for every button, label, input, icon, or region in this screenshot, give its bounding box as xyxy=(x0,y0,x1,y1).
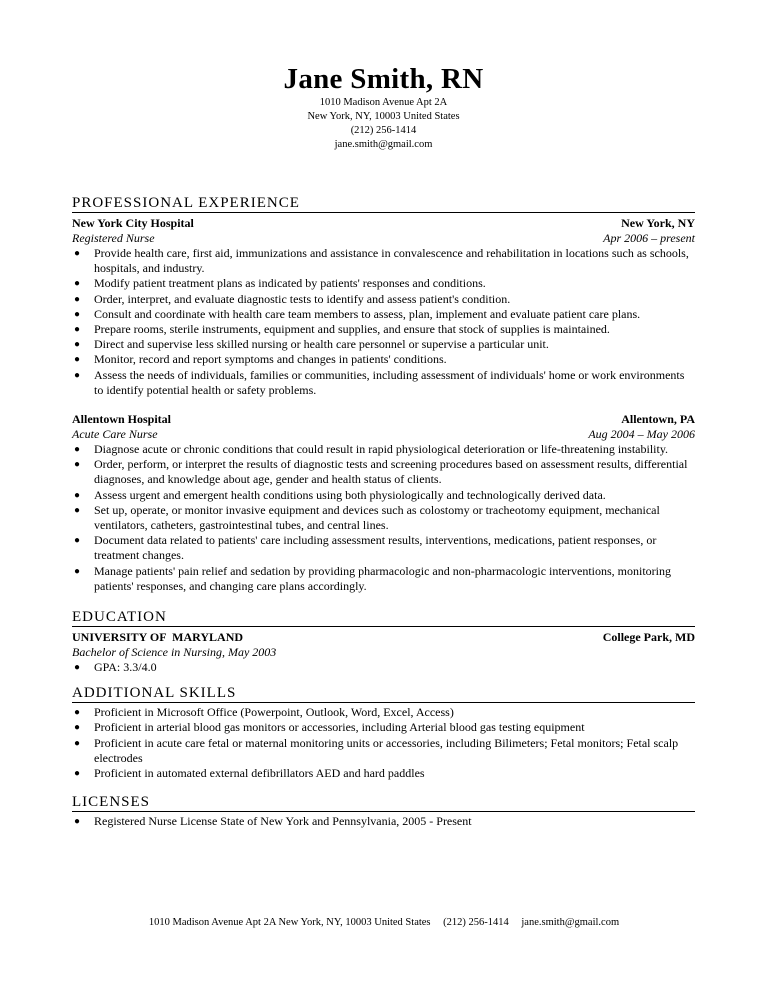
bullet-icon: ● xyxy=(74,293,81,305)
list-item: ● Order, interpret, and evaluate diagnostic tests to identify and assess patient's condition. xyxy=(74,291,511,306)
job-role-row xyxy=(72,231,695,246)
skills-section xyxy=(72,684,695,781)
degree-row xyxy=(72,645,695,660)
footer-email: jane.smith@gmail.com xyxy=(521,917,620,928)
job-dates: Aug 2004 – May 2006 xyxy=(588,427,695,442)
bullet-icon: ● xyxy=(74,504,81,516)
bullet-icon: ● xyxy=(74,339,81,351)
list-item: ● Prepare rooms, sterile instruments, equipment and supplies, and ensure that stock of supplies is maintained. xyxy=(74,322,610,337)
footer-phone: (212) 256-1414 xyxy=(443,917,509,928)
resume-page xyxy=(72,0,695,829)
bullet-icon: ● xyxy=(74,248,81,259)
bullet-icon: ● xyxy=(74,565,81,577)
list-item: ● Manage patients' pain relief and sedation by providing pharmacologic and non-pharmacologic interventions, monitoring patients' responses, and changing care plans accordingly. xyxy=(74,563,672,593)
bullet-icon: ● xyxy=(74,444,81,456)
bullet-icon: ● xyxy=(74,768,81,780)
list-item: ● Assess the needs of individuals, families or communities, including assessment of individuals' home or work environments to identify potential health or safety problems. xyxy=(74,367,685,397)
list-item: ● Assess urgent and emergent health conditions using both physiologically and technologically derived data. xyxy=(74,487,606,502)
bullet-icon: ● xyxy=(74,737,81,749)
employer-name: Allentown Hospital xyxy=(72,412,172,427)
list-item: ● Document data related to patients' care including assessment results, interventions, medications, patient responses, or treatment changes. xyxy=(74,533,657,563)
education-section xyxy=(72,608,695,675)
job-location: Allentown, PA xyxy=(621,412,695,427)
bullet-icon: ● xyxy=(74,535,81,547)
experience-section xyxy=(72,194,695,594)
employer-name: New York City Hospital xyxy=(72,216,194,230)
email-address: jane.smith@gmail.com xyxy=(334,139,433,150)
school-location: College Park, MD xyxy=(602,630,695,645)
degree: Bachelor of Science in Nursing, May 2003 xyxy=(72,645,277,660)
licenses-section xyxy=(72,793,695,829)
job-location: New York, NY xyxy=(621,216,695,230)
school-name: UNIVERSITY OF MARYLAND xyxy=(72,630,244,645)
bullet-icon: ● xyxy=(74,354,81,366)
job-role: Registered Nurse xyxy=(72,231,155,245)
list-item: ● Set up, operate, or monitor invasive equipment and devices such as colostomy or tracheotomy equipment, mechanical ventilators, catheters, gastrointestinal tubes, and central lines. xyxy=(74,502,660,533)
address-line-2: New York, NY, 10003 United States xyxy=(307,111,460,122)
list-item: ● Direct and supervise less skilled nursing or health care personnel or supervise a particular unit. xyxy=(74,337,549,352)
bullet-icon: ● xyxy=(74,816,81,828)
phone-number: (212) 256-1414 xyxy=(350,125,417,136)
list-item: ● Registered Nurse License State of New York and Pennsylvania, 2005 - Present xyxy=(74,814,472,829)
bullet-icon: ● xyxy=(74,278,81,290)
licenses-list xyxy=(72,814,695,829)
section-title: EDUCATION xyxy=(72,608,695,627)
bullet-icon: ● xyxy=(74,722,81,734)
page-footer xyxy=(0,916,768,930)
list-item: ● Provide health care, first aid, immunizations and assistance in convalescence and rehabilitation in locations such as schools, hospitals, and industry. xyxy=(74,246,689,276)
section-title: PROFESSIONAL EXPERIENCE xyxy=(72,194,695,213)
bullet-icon: ● xyxy=(74,662,81,674)
job-role: Acute Care Nurse xyxy=(72,427,158,442)
education-details xyxy=(72,660,695,675)
list-item: ● Proficient in acute care fetal or maternal monitoring units or accessories, including Bilimeters; Fetal monitors; Fetal scalp electrodes xyxy=(74,735,679,765)
list-item: ● Modify patient treatment plans as indicated by patients' responses and conditions. xyxy=(74,276,486,291)
bullet-icon: ● xyxy=(74,324,81,336)
job-employer-row xyxy=(72,216,695,231)
school-row xyxy=(72,630,695,645)
resume-header xyxy=(72,0,695,152)
candidate-name: Jane Smith, RN xyxy=(283,63,484,95)
list-item: ● Proficient in arterial blood gas monitors or accessories, including Arterial blood gas testing equipment xyxy=(74,720,585,735)
skills-list xyxy=(72,705,695,781)
list-item: ● Order, perform, or interpret the results of diagnostic tests and screening procedures based on assessment results, differential diagnoses, and knowledge about age, gender and health status of clients. xyxy=(74,457,688,487)
job-entry xyxy=(72,412,695,594)
address-line-1: 1010 Madison Avenue Apt 2A xyxy=(319,97,448,108)
bullet-icon: ● xyxy=(74,308,81,320)
job-role-row xyxy=(72,427,695,442)
list-item: ● Proficient in Microsoft Office (Powerpoint, Outlook, Word, Excel, Access) xyxy=(74,705,454,720)
footer-address: 1010 Madison Avenue Apt 2A New York, NY, 10003 United States xyxy=(148,917,431,928)
bullet-icon: ● xyxy=(74,489,81,501)
job-employer-row xyxy=(72,412,695,427)
bullet-icon: ● xyxy=(74,459,81,471)
job-entry xyxy=(72,216,695,398)
job-duties xyxy=(72,442,695,594)
job-dates: Apr 2006 – present xyxy=(603,231,695,245)
list-item: ● Monitor, record and report symptoms and changes in patients' conditions. xyxy=(74,352,447,367)
list-item: ● GPA: 3.3/4.0 xyxy=(74,660,157,675)
bullet-icon: ● xyxy=(74,707,81,719)
job-duties xyxy=(72,246,695,398)
list-item: ● Consult and coordinate with health care team members to assess, plan, implement and evaluate patient care plans. xyxy=(74,306,641,321)
bullet-icon: ● xyxy=(74,369,81,381)
list-item: ● Proficient in automated external defibrillators AED and hard paddles xyxy=(74,766,425,781)
section-title: LICENSES xyxy=(72,793,695,812)
section-title: ADDITIONAL SKILLS xyxy=(72,684,695,703)
list-item: ● Diagnose acute or chronic conditions that could result in rapid physiological deterioration or life-threatening instability. xyxy=(74,442,669,457)
